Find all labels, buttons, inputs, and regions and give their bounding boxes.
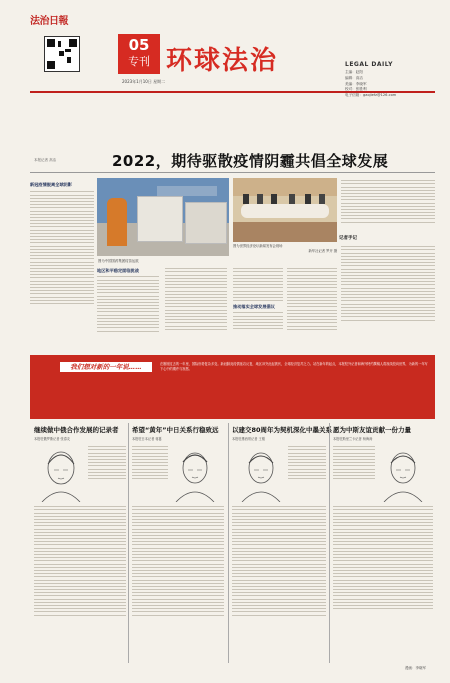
- column-byline-1: 本报驻俄罗斯记者 张春友: [34, 437, 71, 441]
- column-byline-4: 本报驻斯里兰卡记者 杨海涛: [333, 437, 373, 441]
- staff-line: 编辑：高洁: [345, 75, 363, 80]
- column-text-4a: [333, 444, 375, 500]
- qr-code-icon: [44, 36, 80, 72]
- staff-line: 校对：张胜利: [345, 87, 367, 92]
- column-title-4: 愿为中斯友谊贡献一份力量: [333, 426, 411, 434]
- column-byline-3: 本报驻墨西哥记者 王刚: [232, 437, 265, 441]
- masthead-rule: [30, 91, 435, 93]
- subhead-1: 新冠疫情脱离全球阴影: [30, 182, 72, 187]
- headline-rule: [30, 172, 435, 173]
- column-text-3a: [288, 444, 326, 500]
- portrait-sketch-3: [236, 444, 286, 502]
- memo-heading: 记者手记: [339, 236, 357, 241]
- section-tag: 专刊: [128, 55, 150, 68]
- portrait-sketch-2: [170, 444, 220, 502]
- column-text-2b: [132, 504, 224, 662]
- text-column-5: [287, 266, 337, 350]
- column-title-1: 继续做中俄合作发展的记录者: [34, 426, 119, 434]
- section-title: 环球法治: [166, 46, 279, 76]
- photo-caption-1: 图为中国国药集团疫苗运抵: [98, 259, 139, 263]
- column-title-2: 希望“黄年”中日关系行稳致远: [132, 426, 219, 434]
- section-badge: [118, 34, 160, 74]
- legal-daily-label: LEGAL DAILY: [345, 61, 393, 68]
- staff-line: 美编：李晓军: [345, 81, 367, 86]
- memo-text: [341, 244, 435, 350]
- text-column-2: [97, 266, 159, 350]
- feature-title: 我们想对新的一年说……: [60, 362, 152, 372]
- column-title-3: 以建交80周年为契机深化中墨关系: [232, 426, 333, 434]
- vaccine-photo: [97, 178, 229, 256]
- column-text-4b: [333, 504, 433, 662]
- column-divider: [329, 423, 330, 663]
- feature-intro: 在刚刚过去的一年里，国际形势复杂多变。新冠肺炎疫情延宕反复，地区冲突此起彼伏，全球经济复苏乏力。站在新年的起点，本报驻外记者和海外特约撰稿人将视线投向世界，为新的一年写下心中的期许与祝愿。: [160, 362, 428, 371]
- photo-caption-block: [233, 244, 337, 260]
- column-text-3b: [232, 504, 326, 662]
- photo-credit: 新华社记者 罗开 摄: [308, 249, 337, 254]
- portrait-sketch-4: [378, 444, 428, 502]
- subhead-2: 地区和平稳定面临挑战: [97, 268, 139, 273]
- article-byline: 本报记者 高洁: [34, 158, 57, 162]
- newspaper-logo: 法治日報: [30, 16, 68, 27]
- staff-line: 主编：赵阳: [345, 70, 363, 74]
- column-byline-2: 本报驻日本记者 蒋蔓: [132, 437, 162, 441]
- text-column-1: [30, 178, 94, 348]
- issue-date: 2023年1月10日 星期二: [122, 79, 166, 84]
- column-text-1a: [88, 444, 126, 500]
- staff-list: [345, 70, 396, 99]
- page-headline: 2022，期待驱散疫情阴霾共倡全球发展: [112, 152, 389, 170]
- column-text-2a: [132, 444, 168, 500]
- conference-photo: [233, 178, 337, 242]
- text-column-6: [341, 178, 435, 232]
- text-column-3: [165, 266, 227, 350]
- illustration-credit: 漫画：李晓军: [405, 666, 426, 670]
- section-number: 05: [128, 36, 150, 54]
- staff-line: 电子信箱：gaojiefz@126.com: [345, 93, 397, 98]
- column-text-1b: [34, 504, 126, 662]
- subhead-3: 推动落实全球发展倡议: [233, 304, 275, 310]
- column-divider: [128, 423, 129, 663]
- photo-caption-2: 图为世界经济论坛新闻发布会现场: [233, 244, 283, 248]
- text-column-4: [233, 266, 283, 350]
- portrait-sketch-1: [36, 444, 86, 502]
- column-divider: [228, 423, 229, 663]
